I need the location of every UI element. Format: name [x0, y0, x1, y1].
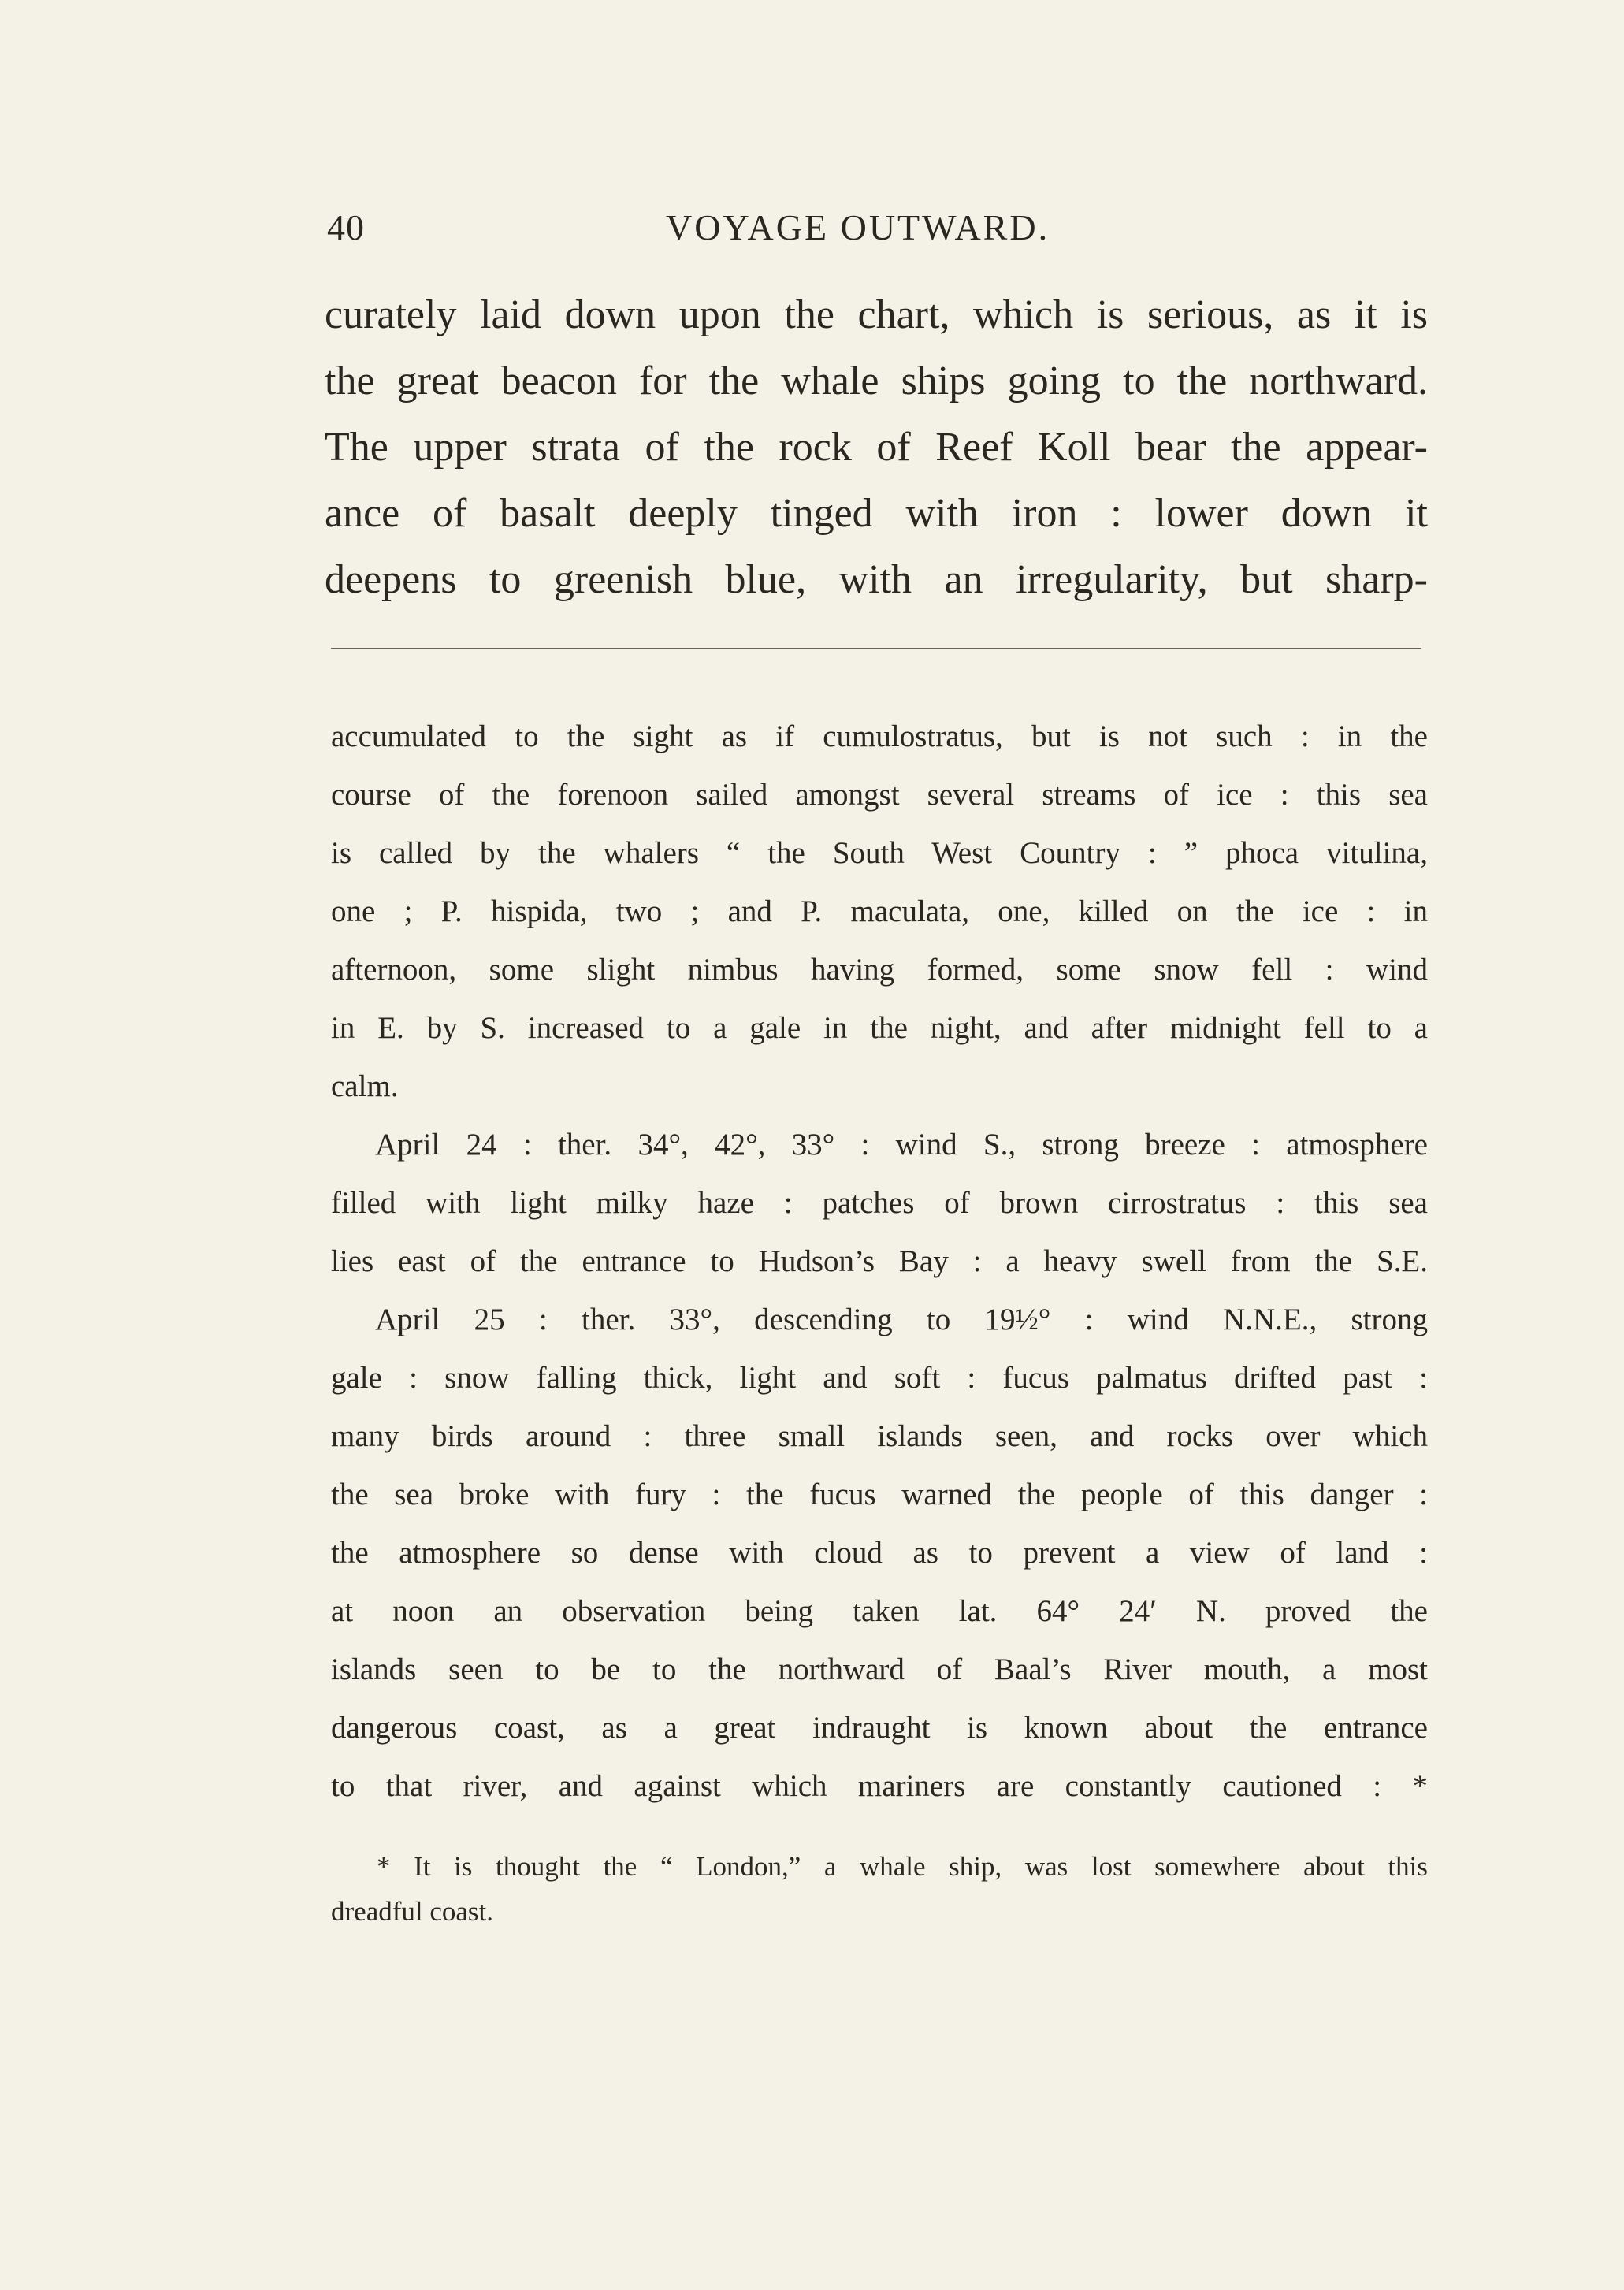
text-line: at noon an observation being taken lat. 64° 24′ N. proved the	[331, 1594, 1428, 1628]
page-number: 40	[327, 207, 365, 247]
text-line: filled with light milky haze : patches of brown cirrostratus : this sea	[331, 1186, 1428, 1220]
text-line: course of the forenoon sailed amongst several streams of ice : this sea	[331, 778, 1428, 812]
text-line: deepens to greenish blue, with an irregularity, but sharp-	[325, 557, 1428, 602]
footnote	[331, 1844, 1428, 1934]
text-line: the atmosphere so dense with cloud as to prevent a view of land :	[331, 1536, 1428, 1570]
text-line: the sea broke with fury : the fucus warned the people of this danger :	[331, 1478, 1428, 1511]
running-head	[327, 206, 1426, 262]
text-line: one ; P. hispida, two ; and P. maculata, one, killed on the ice : in	[331, 894, 1428, 928]
running-title: VOYAGE OUTWARD.	[666, 207, 1050, 247]
text-line: curately laid down upon the chart, which is serious, as it is	[325, 292, 1428, 337]
text-line: lies east of the entrance to Hudson’s Bay : a heavy swell from the S.E.	[331, 1244, 1428, 1278]
main-text-block	[325, 282, 1428, 613]
text-line: many birds around : three small islands seen, and rocks over which	[331, 1419, 1428, 1453]
text-line: April 24 : ther. 34°, 42°, 33° : wind S., strong breeze : atmosphere	[375, 1128, 1428, 1162]
text-line: calm.	[331, 1069, 399, 1103]
text-line: gale : snow falling thick, light and soft : fucus palmatus drifted past :	[331, 1361, 1428, 1395]
text-line: April 25 : ther. 33°, descending to 19½° : wind N.N.E., strong	[375, 1303, 1428, 1336]
journal-text-block	[331, 708, 1428, 1816]
footnote-line: dreadful coast.	[331, 1896, 494, 1927]
section-divider	[331, 648, 1421, 649]
footnote-line: * It is thought the “ London,” a whale ship, was lost somewhere about this	[377, 1851, 1428, 1882]
text-line: dangerous coast, as a great indraught is known about the entrance	[331, 1711, 1428, 1745]
text-line: is called by the whalers “ the South West Country : ” phoca vitulina,	[331, 836, 1428, 870]
text-line: in E. by S. increased to a gale in the night, and after midnight fell to a	[331, 1011, 1428, 1045]
text-line: to that river, and against which mariners are constantly cautioned : *	[331, 1769, 1428, 1803]
text-line: ance of basalt deeply tinged with iron : lower down it	[325, 491, 1428, 536]
text-line: the great beacon for the whale ships going to the northward.	[325, 359, 1428, 403]
text-line: afternoon, some slight nimbus having formed, some snow fell : wind	[331, 953, 1428, 987]
text-line: The upper strata of the rock of Reef Koll bear the appear-	[325, 425, 1428, 470]
text-line: islands seen to be to the northward of Baal’s River mouth, a most	[331, 1652, 1428, 1686]
text-line: accumulated to the sight as if cumulostratus, but is not such : in the	[331, 719, 1428, 753]
